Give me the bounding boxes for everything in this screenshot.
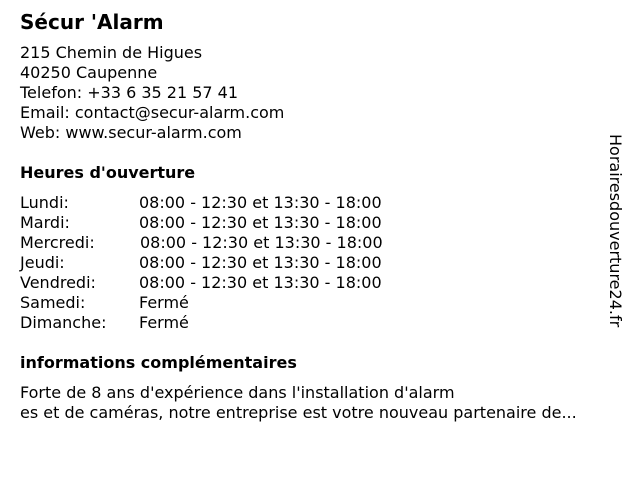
hours-row-saturday bbox=[20, 293, 440, 313]
info-line: es et de caméras, notre entreprise est votre nouveau partenaire de... bbox=[20, 403, 577, 422]
business-name: Sécur 'Alarm bbox=[20, 10, 164, 34]
phone-number: Telefon: +33 6 35 21 57 41 bbox=[20, 83, 239, 102]
day-label: Dimanche: bbox=[20, 313, 107, 332]
website: Web: www.secur-alarm.com bbox=[20, 123, 242, 142]
day-label: Vendredi: bbox=[20, 273, 96, 292]
address-city: 40250 Caupenne bbox=[20, 63, 158, 82]
address-street: 215 Chemin de Higues bbox=[20, 43, 203, 62]
day-label: Mercredi: bbox=[20, 233, 95, 252]
site-watermark: Horairesdouverture24.fr bbox=[606, 134, 625, 328]
hours-row-tuesday bbox=[20, 213, 440, 233]
time-value: 08:00 - 12:30 et 13:30 - 18:00 bbox=[139, 273, 382, 292]
info-line: Forte de 8 ans d'expérience dans l'installation d'alarm bbox=[20, 383, 455, 402]
info-description bbox=[20, 383, 577, 423]
contact-block bbox=[20, 43, 284, 143]
day-label: Samedi: bbox=[20, 293, 86, 312]
info-heading: informations complémentaires bbox=[20, 353, 297, 372]
hours-row-sunday bbox=[20, 313, 440, 333]
hours-heading: Heures d'ouverture bbox=[20, 163, 196, 182]
hours-row-wednesday bbox=[20, 233, 440, 253]
hours-row-monday bbox=[20, 193, 440, 213]
time-value: 08:00 - 12:30 et 13:30 - 18:00 bbox=[139, 193, 382, 212]
time-value: Fermé bbox=[139, 293, 189, 312]
email-address: Email: contact@secur-alarm.com bbox=[20, 103, 285, 122]
time-value: 08:00 - 12:30 et 13:30 - 18:00 bbox=[140, 233, 383, 252]
time-value: Fermé bbox=[139, 313, 189, 332]
time-value: 08:00 - 12:30 et 13:30 - 18:00 bbox=[139, 253, 382, 272]
day-label: Jeudi: bbox=[20, 253, 65, 272]
time-value: 08:00 - 12:30 et 13:30 - 18:00 bbox=[139, 213, 382, 232]
hours-row-thursday bbox=[20, 253, 440, 273]
day-label: Mardi: bbox=[20, 213, 70, 232]
opening-hours-table bbox=[20, 193, 440, 333]
hours-row-friday bbox=[20, 273, 440, 293]
day-label: Lundi: bbox=[20, 193, 69, 212]
